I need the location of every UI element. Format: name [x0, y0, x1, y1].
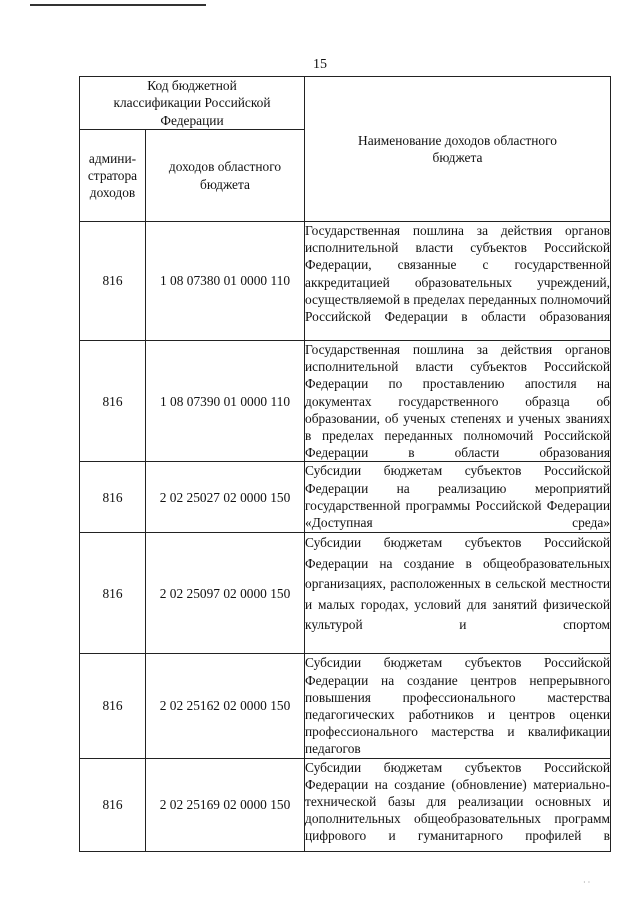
row-description-text: Субсидии бюджетам субъектов Российской Федерации на создание в общеобразовательных организациях, расположенных в сельской местности и малых городах, условий для занятий физической культурой и спортом: [305, 535, 610, 633]
row-description-text: Государственная пошлина за действия органов исполнительной власти субъектов Российской Федерации по проставлению апостиля на документах государственного образца об образовании, об ученых степенях и ученых званиях в пределах переданных полномочий Российской Федерации в области образования: [305, 342, 610, 461]
header-income-text: доходов областного бюджета: [168, 159, 282, 192]
table-row: [80, 533, 611, 654]
row-description-text: Субсидии бюджетам субъектов Российской Федерации на создание (обновление) материально-технической базы для реализации основных и дополнительных общеобразовательных программ цифрового и гуманитарного профилей в: [305, 759, 610, 844]
table-row: [80, 654, 611, 758]
header-code-group: [80, 77, 305, 130]
row-budget-code: 1 08 07390 01 0000 110: [146, 341, 305, 462]
scan-mark: · ·: [583, 878, 591, 887]
page-number: 15: [313, 57, 327, 72]
row-description-text: Субсидии бюджетам субъектов Российской Федерации на создание центров непрерывного повышения профессионального мастерства педагогических работников и центров оценки профессионального мастерства и квалификации педагогов: [305, 655, 610, 757]
row-budget-code: 2 02 25027 02 0000 150: [146, 462, 305, 533]
row-description: [305, 462, 611, 533]
row-description: [305, 758, 611, 851]
table-row: [80, 222, 611, 341]
row-admin-code: 816: [80, 533, 146, 654]
row-admin-code: 816: [80, 758, 146, 851]
table-row: [80, 758, 611, 851]
row-description-text: Субсидии бюджетам субъектов Российской Федерации на реализацию мероприятий государственной программы Российской Федерации «Доступная среда»: [305, 463, 610, 531]
header-code-group-text: Код бюджетной классификации Российской Федерации: [113, 78, 271, 128]
top-rule: [30, 4, 206, 6]
row-description: [305, 341, 611, 462]
row-admin-code: 816: [80, 341, 146, 462]
header-admin-text: админи- стратора доходов: [87, 150, 138, 201]
budget-classification-table: [79, 76, 611, 852]
row-budget-code: 2 02 25169 02 0000 150: [146, 758, 305, 851]
table-header-row: [80, 77, 611, 130]
row-description: [305, 654, 611, 758]
row-budget-code: 2 02 25097 02 0000 150: [146, 533, 305, 654]
row-budget-code: 2 02 25162 02 0000 150: [146, 654, 305, 758]
header-name-text: Наименование доходов областного бюджета: [358, 132, 557, 165]
row-description: [305, 533, 611, 654]
header-admin: [80, 130, 146, 222]
row-budget-code: 1 08 07380 01 0000 110: [146, 222, 305, 341]
row-admin-code: 816: [80, 462, 146, 533]
table-row: [80, 341, 611, 462]
table-row: [80, 462, 611, 533]
row-admin-code: 816: [80, 222, 146, 341]
row-admin-code: 816: [80, 654, 146, 758]
header-name: [305, 77, 611, 222]
row-description: [305, 222, 611, 341]
header-income: [146, 130, 305, 222]
row-description-text: Государственная пошлина за действия органов исполнительной власти субъектов Российской Федерации, связанные с государственной аккредитацией образовательных учреждений, осуществляемой в пределах переданных полномочий Российской Федерации в области образования: [305, 223, 610, 325]
